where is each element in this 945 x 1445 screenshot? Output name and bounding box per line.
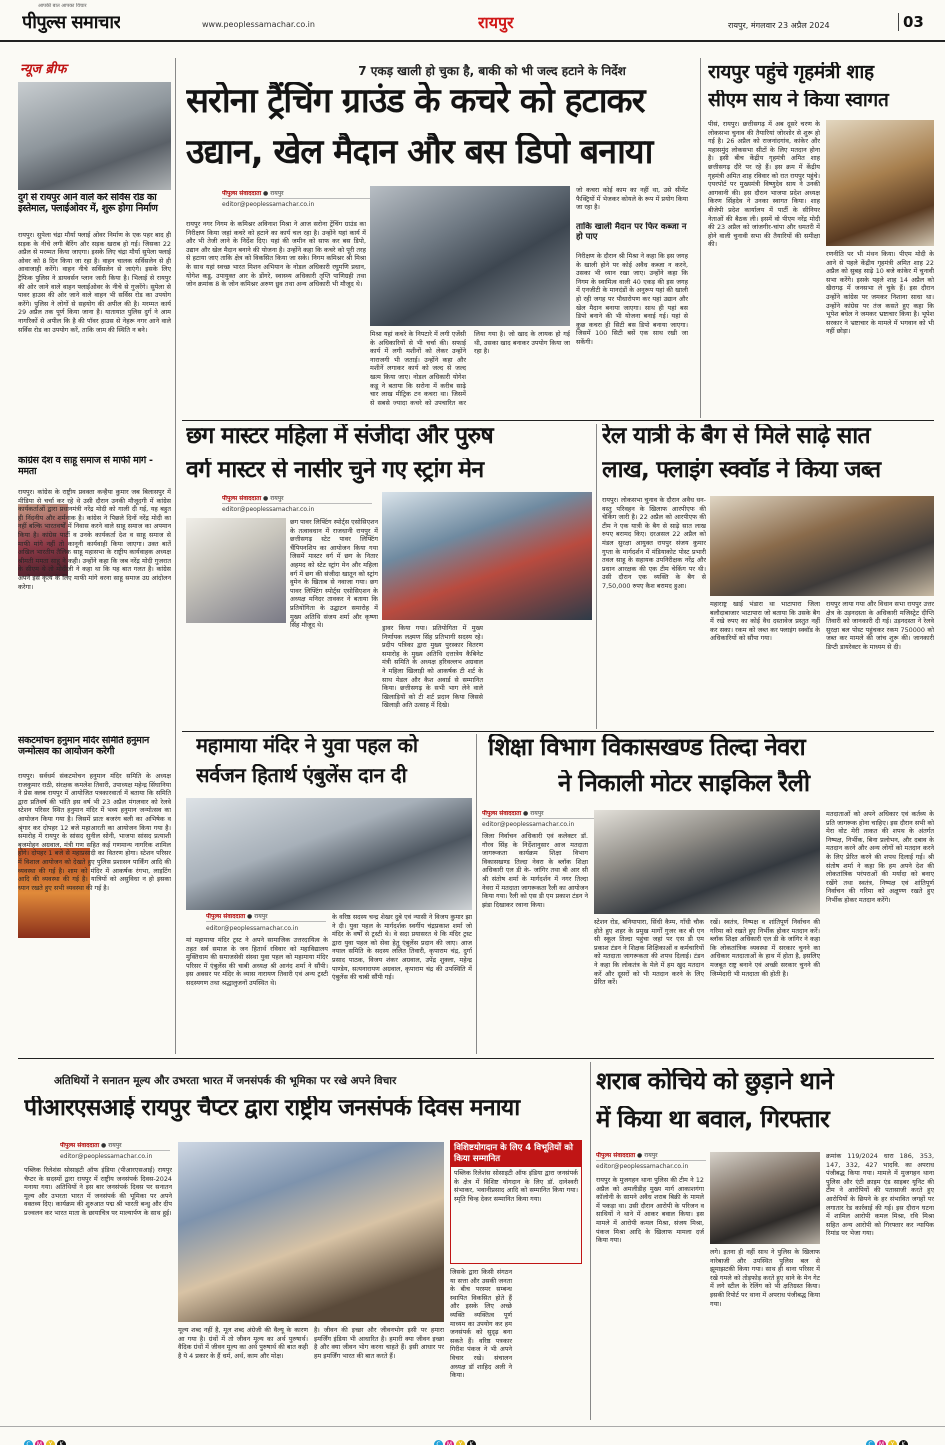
cmyk-c-dot: C <box>866 1440 875 1445</box>
chhag-col2: ड्रावर किया गया। प्रतियोगिता में मुख्य निर्णायक लक्ष्मण सिंह प्रतिभागी सदस्य रहे। प्रदीप पत्रिका द्वारा मुख्य पुरस्कार वितरण समारोह के मुख्य अतिथि दत्तात्रेय कैबिनेट मंत्री समिति के अध्यक्ष हरिवल्लभ अग्रवाल ने महिला खिलाड़ी को आकर्षक टी शर्ट के साथ मेडल और कैश अवार्ड से सम्मानित किया। छत्तीसगढ़ के सभी भाग लेने वाले खिलाड़ियों को टी शर्ट प्रदान किया जिससे खिलाड़ी अति उत्साह में दिखे। <box>382 624 483 710</box>
shah-photo <box>826 120 934 246</box>
shah-headline-1: रायपुर पहुंचे गृहमंत्री शाह <box>708 62 874 83</box>
cmyk-m-dot: M <box>877 1440 886 1445</box>
rally-photo <box>594 810 820 914</box>
lead-col3: जो कचरा कोई काम का नहीं था, उसे सीमेंट फैक्ट्रियों में भेजकर कोयले के रूप में प्रयोग किया जा रहा है। <box>576 186 688 212</box>
masthead-website[interactable]: www.peoplessamachar.co.in <box>202 20 315 29</box>
prsi-box <box>450 1140 582 1264</box>
rail-headline-2: लाख, फ्लाइंग स्क्वॉड ने किया जब्त <box>602 458 881 483</box>
masthead <box>0 0 945 42</box>
hrule-1 <box>182 420 934 421</box>
lead-headline-2: उद्यान, खेल मैदान और बस डिपो बनाया <box>186 133 653 172</box>
cmyk-c-dot: C <box>24 1440 33 1445</box>
prsi-photo <box>178 1142 444 1322</box>
cmyk-k-dot: K <box>899 1440 908 1445</box>
liquor-col2: लगे। इतना ही नहीं साथ ने पुलिस के खिलाफ नारेबाजी और उपस्थित पुलिस बल से झूमाझटकी किया गया। साथ ही थाना परिसर में रखे गमले को तोड़फोड़ करते हुए थाने के मेन गेट में लगे स्टील के रेलिंग को भी क्षतिग्रस्त किया। इसकी रिपोर्ट पर थाना में अपराध पंजीबद्ध किया गया। <box>710 1248 820 1308</box>
mahamaya-email[interactable]: editor@peoplessamachar.co.in <box>206 925 299 932</box>
brief2-body: रायपुर। कांग्रेस के राष्ट्रीय प्रवक्ता कन्हैया कुमार जब बिलासपुर में मीडिया से चर्चा कर रहे थे उसी दौरान उनकी मौजूदगी में कांग्रेस कार्यकर्ताओं द्वारा प्रधानमंत्री नरेंद्र मोदी को गाली दी गई, यह बहुत ही निंदनीय और शर्मनाक है। कांग्रेस ने पिछले दिनों नरेंद्र मोदी का नहीं बल्कि भारतवर्षों में निवास करने वाले साहू समाज का अपमान किया है। कांग्रेस पार्टी व उनके कार्यकर्ता देश व साहू समाज से माफी मांगे नहीं तो कानूनी कार्यवाही किया जाएगा। उक्त बातें अखिल भारतीय तैलिक साहू महासभा के राष्ट्रीय कार्यवाहक अध्यक्ष श्रीमती ममता साहू ने कही। उन्होंने कहा कि जब नरेंद्र मोदी गुजरात के सीएम थे तो मोदीजी ने कहा था कि यह बात गलत है। कांग्रेस अपने इस कृत्य के लिए माफी मांगे वरना साहू समाज उग्र आंदोलन करेगा। <box>18 488 171 591</box>
lead-email[interactable]: editor@peoplessamachar.co.in <box>222 201 315 208</box>
byline-city: रायपुर <box>270 495 284 502</box>
chhag-byline: पीपुल्स संवाददाता ● रायपुर <box>222 495 372 504</box>
cmyk-y-dot: Y <box>46 1440 55 1445</box>
cmyk-strip-left <box>24 1431 68 1445</box>
hrule-3 <box>18 1058 934 1059</box>
byline-city: रायपुर <box>644 1152 658 1159</box>
rally-col3: रखें। स्वतंत्र, निष्पक्ष व शांतिपूर्ण निर्वाचन की गरिमा को रखते हुए निर्भीक होकर मतदान करें। ब्लॉक शिक्षा अधिकारी एल डी के जांगिर ने कहा कि लोकतांत्रिक व्यवस्था में सरकार चुनने का अधिकार मतदाताओं के हाथ में होता है, इसलिए मजबूत राष्ट्र बनाने एवं अच्छी सरकार चुनने की जिम्मेदारी भी मतदाता की होती है। <box>710 918 820 978</box>
rail-headline-1: रेल यात्री के बैग से मिले साढ़े सात <box>602 424 870 449</box>
masthead-date: रायपुर, मंगलवार 23 अप्रैल 2024 <box>728 21 830 30</box>
chhag-email[interactable]: editor@peoplessamachar.co.in <box>222 506 315 513</box>
prsi-col4: जिसके द्वारा किसी संगठन या सत्ता और उसकी जनता के बीच परस्पर सम्बन्ध स्थापित विकसित होते हैं और इसके लिए अच्छे व्यक्ति व्यक्तित्व पूर्ण माध्यम का उपयोग कर हम जनसंपर्क को सुदृढ़ बना सकते हैं। वरिष्ठ पत्रकार गिरीश पंकज ने भी अपने विचार रखे। संचालन अध्यक्ष डॉ शाहिद अली ने किया। <box>450 1268 512 1380</box>
prsi-box-title: विशिष्टयोगदान के लिए 4 विभूतियों को किया सम्मानित <box>451 1141 581 1167</box>
prsi-col2: मूल्य शब्द नहीं है, मूल शब्द अंग्रेजी की वैल्यू के कारण आ गया है। ग्रंथों में तो जीवन मूल्य का अर्थ पुरुषार्थ। वैदिक ग्रंथों में जीवन मूल्य का अर्थ पुरुषार्थ की बात कही है ये 4 प्रकार के हैं धर्म, अर्थ, काम और मोक्ष। <box>178 1326 308 1360</box>
byline-prefix: पीपुल्स संवाददाता <box>596 1152 636 1159</box>
brief2-headline: कांग्रेस देश व साहू समाज से माफी मांगे - ममता <box>18 456 153 477</box>
rail-col3: रायपुर लाया गया और विधान सभा रायपुर उत्तर क्षेत्र के उड़नदस्ता के अधिकारी मजिस्ट्रेट दीप्ति तिवारी को जानकारी दी गई। उड़नदस्ता ने रेलवे सुरक्षा बल पोस्ट पहुंचकर रकम 750000 को जब्त कर मामले की जांच शुरू की। जानकारी डिप्टी डायरेक्टर के माध्यम से दी। <box>826 600 934 651</box>
prsi-divider <box>590 1062 591 1420</box>
masthead-tagline: आपकी बात आपका विचार <box>38 3 87 9</box>
liquor-email[interactable]: editor@peoplessamachar.co.in <box>596 1163 689 1170</box>
mahamaya-divider <box>476 734 477 1054</box>
cmyk-m-dot: M <box>445 1440 454 1445</box>
byline-prefix: पीपुल्स संवाददाता <box>60 1142 100 1149</box>
prsi-byline: पीपुल्स संवाददाता ● रायपुर <box>60 1142 170 1151</box>
rail-col2: महाराष्ट्र खाई भंडारा था भाटापारा जिला बलौदाबाजार भाटापारा जो बताया कि उसके बैग में रखे रुपए का कोई वैध दस्तावेज प्रस्तुत नहीं कर सका। रकम को जब्त कर फ्लाइंग स्क्वॉड के अधिकारियों को सौंपा गया। <box>710 600 820 643</box>
footer-bar <box>0 1426 945 1445</box>
liquor-col3: क्रमांक 119/2024 धारा 186, 353, 147, 332, 427 भादवि. का अपराध पंजीबद्ध किया गया। मामले में मुजगहन थाना पुलिस और एंटी क्राइम एंड साइबर यूनिट की टीम ने आरोपियों की पतासाजी करते हुए आरोपियों के छिपने के हर संभावित जगहों पर लगातार रेड कार्रवाई की गई। इस दौरान घटना में शामिल आरोपी कमल मिश्रा, रवि मिश्रा सहित अन्य आरोपी को गिरफ्तार कर न्यायिक रिमांड पर भेजा गया। <box>826 1152 934 1238</box>
prsi-box-body: पब्लिक रिलेशंस सोसाइटी ऑफ इंडिया द्वारा जनसंपर्क के क्षेत्र में विशिष्ट योगदान के लिए डॉ. दानेश्वरी संभाकर, भवानीप्रसाद आदि को सम्मानित किया गया। स्मृति चिन्ह देकर सम्मानित किया गया। <box>454 1169 578 1203</box>
mahamaya-col1: मां महामाया मंदिर ट्रस्ट ने अपने सामाजिक उत्तरदायित्व के तहत सर्व समाज के जन हितार्थ रविवार को महाविद्यालय मुक्तिधाम की समाजसेवी संस्था युवा पहल को महामाया मंदिर परिसर में एंबुलेंस की चाबी अध्यक्ष श्री आनंद शर्मा ने सौंपी। इस अवसर पर मंदिर के व्यास नारायण तिवारी एवं अन्य ट्रस्टी सदस्यगण तथा श्रद्धालुजनों उपस्थित थे। <box>186 936 328 987</box>
chhag-photo-1 <box>186 518 286 623</box>
liquor-headline-2: में किया था बवाल, गिरफ्तार <box>596 1106 830 1133</box>
lead-col3b: निरीक्षण के दौरान श्री मिश्रा ने कहा कि इस जगह के खाली होने पर कोई अवैध कब्जा न करने, उसका भी ध्यान रखा जाए। उन्होंने कहा कि निगम के स्वामित्व वाली 40 एकड़ की इस जगह में एनजीटी के मानदंडों के अनुरूप यहां की खाली हो रही जगह पर पौधारोपण कर यहां उद्यान और खेल मैदान बनाया जाएगा। साथ ही यहां बस डिपो बनाने की भी योजना बनाई गई। यहां से कुछ कचरा ही सिटी बस डिपो बनाया जाएगा। जिसमें 100 सिटी बसें एक साथ रखी जा सकेंगी। <box>576 252 688 346</box>
mahamaya-headline-2: सर्वजन हितार्थ एंबुलेंस दान दी <box>196 764 407 787</box>
byline-city: रायपुर <box>270 190 284 197</box>
rally-col2: स्टेशन रोड, बनियापारा, सिंधी कैम्प, गाँधी चौक होते हुए शहर के प्रमुख मार्गों गुजर कर बी एन सी स्कूल तिल्दा पहुंचा जहां पर एस डी एम प्रकाश टंडन ने शिक्षक शिक्षिकाओं व कर्मचारियों को मतदाता जागरूकता की शपथ दिलाई। टंडन ने कहा कि लोकतंत्र के मेले में हम खुद मतदान करें और दूसरों को भी मतदान करने के लिए प्रेरित करें। <box>594 918 704 987</box>
rally-email[interactable]: editor@peoplessamachar.co.in <box>482 821 575 828</box>
chhag-headline-2: वर्ग मास्टर से नासीर चुने गए स्ट्रांग मेन <box>186 458 484 483</box>
lead-subhead: ताकि खाली मैदान पर फिर कब्जा न हो पाए <box>576 222 687 242</box>
byline-prefix: पीपुल्स संवाददाता <box>206 913 246 920</box>
rail-col1: रायपुर। लोकसभा चुनाव के दौरान अवैध धन-वस्तु परिवहन के खिलाफ आरपीएफ की चेकिंग जारी है। 22 अप्रैल को आरपीएफ की टीम ने एक यात्री के बैग से साढ़े सात लाख रुपए बरामद किए। दरअसल 22 अप्रैल को मंडल सुरक्षा आयुक्त रायपुर संजय कुमार गुप्ता के मार्गदर्शन में मंडियाकोट पोस्ट प्रभारी तवल साहू के सहायक उपनिरीक्षक नरेंद्र और प्रधान आरक्षक की एक टीम चेकिंग पर थी। उसी दौरान एक व्यक्ति के बैग से 7,50,000 रुपए कैश बरामद हुआ। <box>602 496 706 590</box>
masthead-city: रायपुर <box>478 13 514 32</box>
rally-headline-2: ने निकाली मोटर साइकिल रैली <box>558 770 810 797</box>
byline-city: रायपुर <box>254 913 268 920</box>
lead-col1: रायपुर नगर निगम के कमिश्नर अविनाश मिश्रा ने आज सरोना ट्रेंचिंग ग्राउंड का निरीक्षण किया जहां कचरे को हटाने का कार्य चल रहा है। उन्होंने यहां कार्य में और भी तेजी लाने के निर्देश दिए। यहां की जमीन को साफ कर बस डिपो, उद्यान और खेल मैदान बनाने की योजना है। उन्होंने कहा कि कचरे को पूरी तरह से हटाया जाए ताकि क्षेत्र को विकसित किया जा सके। निगम कमिश्नर श्री मिश्रा के साथ यहां स्वच्छ भारत मिशन अभियान के नोडल अधिकारी रघुमणि प्रधान, योगेश कडू, उपायुक्त आर के डोंगरे, स्वास्थ्य अधिकारी तृप्ति पाणिग्रही तथा जोन क्रमांक 8 के जोन कमिश्नर अरुण ध्रुव तथा अन्य अधिकारी भी मौजूद थे। <box>186 220 366 289</box>
liquor-photo <box>710 1152 820 1244</box>
lead-photo <box>370 186 570 326</box>
chhag-col1: छग पावर लिफ्टिंग स्पोर्ट्स एसोसिएशन के तत्वावधान में राजधानी रायपुर में छत्तीसगढ़ स्टेट पावर लिफ्टिंग चैंपियनशिप का आयोजन किया गया जिसमें मास्टर वर्ग में छग के नितार अहमद को स्टेट स्ट्रांग मेन और महिला वर्ग में छग की संजीदा खातून को स्ट्रांग वुमेन के खिताब से नवाजा गया। छग पावर लिफ्टिंग स्पोर्ट्स एसोसिएशन के अध्यक्ष मनिदर तावकर ने बताया कि प्रतियोगिता के उद्घाटन समारोह में मुख्य अतिथि संजय शर्मा और कृष्णा सिंह मौजूद थे। <box>290 518 378 630</box>
cmyk-y-dot: Y <box>888 1440 897 1445</box>
cmyk-m-dot: M <box>35 1440 44 1445</box>
rail-photo <box>710 496 934 596</box>
mahamaya-photo <box>186 798 472 910</box>
cmyk-k-dot: K <box>57 1440 66 1445</box>
rally-col1: जिला निर्वाचन अधिकारी एवं कलेक्टर डॉ. गौरव सिंह के निर्देशानुसार आज मतदाता जागरूकता कार्यक्रम शिक्षा विभाग विकासखण्ड तिल्दा नेवरा के ब्लॉक शिक्षा अधिकारी एल डी के- जांगिर तथा बी आर सी श्री संतोष शर्मा के मार्गदर्शन में नगर तिल्दा नेवरा में मतदाता जागरूकता रैली का आयोजन किया गया। रैली को एस डी एम प्रकाश टंडन ने झंडा दिखाकर रवाना किया। <box>482 832 588 909</box>
cmyk-y-dot: Y <box>456 1440 465 1445</box>
liquor-byline: पीपुल्स संवाददाता ● रायपुर <box>596 1152 706 1161</box>
brief1-headline: दुर्ग से रायपुर आने वाले करें सर्विस रोड का इस्तेमाल, फ्लाईओवर में, शुरू होगा निर्माण <box>18 193 158 214</box>
shah-headline-2: सीएम साय ने किया स्वागत <box>708 90 889 111</box>
prsi-col1: पब्लिक रिलेशंस सोसाइटी ऑफ इंडिया (पीआरएसआई) रायपुर चैप्टर के सदस्यों द्वारा रायपुर में राष्ट्रीय जनसंपर्क दिवस-2024 मनाया गया। अतिथियों ने इस बार जनसंपर्क दिवस पर सनातन मूल्य और उभरता भारत में जनसंपर्क की भूमिका पर अपने वक्तव्य दिए। कार्यक्रम की शुरुआत पद्म श्री भारती बन्धु और दीप प्रज्वलन कर भारत माता के छायाचित्र पर माल्यार्पण के साथ हुई। <box>24 1166 172 1217</box>
prsi-kicker: अतिथियों ने सनातन मूल्य और उभरता भारत में जनसंपर्क की भूमिका पर रखे अपने विचार <box>54 1075 397 1087</box>
brief-divider <box>175 58 176 1054</box>
brief1-photo <box>18 82 171 190</box>
byline-prefix: पीपुल्स संवाददाता <box>222 495 262 502</box>
byline-prefix: पीपुल्स संवाददाता <box>482 810 522 817</box>
mahamaya-col2: के वरिष्ठ सदस्य चन्द्र शेखर दुबे एवं न्यासी ने विजय कुमार झा ने दी। युवा पहल के मार्गदर्शक स्वर्गीय चंद्रप्रकाश शर्मा जो मंदिर के वर्षों से ट्रस्टी थे। वे सदा प्रयासरत थे कि मंदिर ट्रस्ट द्वारा युवा पहल को सेवा हेतु एंबुलेंस प्रदान की जाए। आज नयाल समिति के सदस्य ललित तिवारी, कृपाराम चंद्र, दुर्गा प्रसाद पाठक, विजय शंकर अग्रवाल, उपेंद्र शुक्ला, महेन्द्र पाण्डेय, सत्यनारायण अग्रवाल, कृपाराम चंद्र की उपस्थिति में एंबुलेंस की चाबी सौंपी गई। <box>332 913 472 982</box>
liquor-col1: रायपुर के मुजगहन थाना पुलिस की टीम ने 12 अप्रैल को अमलीडीह मुख्य मार्ग आकाशगंगा कॉलोनी के सामने अवैध शराब बिक्री के मामले में पकड़ा था। उसी दौरान आरोपी के परिजन व साथियों ने थाने में आकर बवाल किया। इस मामले में आरोपी कमल मिश्रा, संजय मिश्रा, पंकज मिश्रा आदि के खिलाफ मामला दर्ज किया गया। <box>596 1176 704 1245</box>
brief1-body: रायपुर। सुपेला चंद्रा मौर्या फ्लाई ओवर निर्माण के एक पहर बाद ही सड़क के नीचे लगी बैरिंग और सड़क खराब हो गई। जिसका 22 अप्रैल से मरम्मत किया जाएगा। इसके लिए चंद्रा मौर्या सुपेला फ्लाई ओवर को 8 दिन किया जा रहा है। वाहन चालक सर्विसलेन से ही आवाजाही करेंगे। वाहन नीचे सर्विसलेन से जाएंगे। इसके लिए ट्रैफिक पुलिस ने डायवर्सन प्लान जारी किया है। भिलाई से रायपुर की ओर जाने वाले वाहन फ्लाईओवर के नीचे से गुजरेंगे। सुपेला से पावर हाउस की ओर जाने वाले वाहन भी सर्विस रोड का उपयोग करेंगे। पुलिस ने लोगों से सहयोग की अपील की है। मरम्मत कार्य 29 अप्रैल तक पूर्ण किया जाना है। यातायात पुलिस दुर्ग ने आम नागरिकों से अपील कि है की पॉवर हाउस से नेहरू नगर आने वाले सर्विस रोड का उपयोग करें, ताकि जाम की स्थिति न बने। <box>18 231 171 334</box>
cmyk-c-dot: C <box>434 1440 443 1445</box>
lead-col2: मिश्रा यहां कचरे के निपटारे में लगी एजेंसी के अधिकारियों से भी चर्चा की। सफाई कार्य में लगी मशीनों को लेकर उन्होंने नाराजगी भी जताई। उन्होंने कहा और मशीनें लगाकर कार्य को जल्द से जल्द खत्म किया जाए। नोडल अधिकारी योगेश कडू ने बताया कि सरोना में करीब साढ़े चार लाख मीट्रिक टन कचरा था। जिसमें से सबसे ज्यादा कचरे को उपचारित कर लिया गया है। जो खाद के लायक हो गई थी, उसका खाद बनाकर उपयोग किया जा रहा है। <box>370 330 570 407</box>
mahamaya-headline-1: महामाया मंदिर ने युवा पहल को <box>196 734 418 757</box>
byline-prefix: पीपुल्स संवाददाता <box>222 190 262 197</box>
byline-city: रायपुर <box>530 810 544 817</box>
rally-byline: पीपुल्स संवाददाता ● रायपुर <box>482 810 602 819</box>
brief3-headline: संकटमोचन हनुमान मंदिर समिति हनुमान जन्मोत्सव का आयोजन करेगी <box>18 736 149 757</box>
hrule-2 <box>182 731 934 732</box>
cmyk-strip-center <box>434 1431 478 1445</box>
rally-headline-1: शिक्षा विभाग विकासखण्ड तिल्दा नेवरा <box>488 734 806 761</box>
lead-kicker: 7 एकड़ खाली हो चुका है, बाकी को भी जल्द हटाने के निर्देश <box>358 64 626 78</box>
rally-col4: मतदाताओं को अपने अधिकार एवं कर्तव्य के प्रति जागरूक होना चाहिए। इस दौरान सभी को मेरा वोट मेरी ताकत की शपथ के अंतर्गत निष्पक्ष, निर्भीक, बिना प्रलोभन, और दबाव के मतदान करने और अन्य लोगों को मतदान करने के लिए प्रेरित करने की शपथ दिलाई गई। श्री संतोष शर्मा ने कहा कि हम अपने देश की लोकतांत्रिक परंपराओं की मर्यादा को बनाए रखेंगे तथा स्वतंत्र, निष्पक्ष एवं शांतिपूर्ण निर्वाचन की गरिमा को अक्षुण्ण रखते हुए निर्भीक होकर मतदान करेंगे। <box>826 810 934 904</box>
lead-divider <box>700 58 701 418</box>
prsi-headline: पीआरएसआई रायपुर चैप्टर द्वारा राष्ट्रीय जनसंपर्क दिवस मनाया <box>24 1096 520 1121</box>
mahamaya-byline: पीपुल्स संवाददाता ● रायपुर <box>206 913 326 922</box>
byline-city: रायपुर <box>108 1142 122 1149</box>
liquor-headline-1: शराब कोचिये को छुड़ाने थाने <box>596 1068 834 1095</box>
lead-headline-1: सरोना ट्रैंचिंग ग्राउंड के कचरे को हटाकर <box>186 82 645 121</box>
chhag-divider <box>596 424 597 729</box>
prsi-col3: है। जीवन की इच्छा और जीवनभोग इसी पर हमारा इमर्जिंग इंडिया भी आधारित है। हमारी क्या जीवन इच्छा है और क्या जीवन भोग करना चाहते हैं। इसी आधार पर हम इमर्जिंग भारत की बात करते हैं। <box>314 1326 444 1360</box>
page-number: 03 <box>898 13 924 31</box>
news-brief-label: न्यूज ब्रीफ <box>20 62 67 77</box>
masthead-logo: पीपुल्स समाचार <box>22 12 121 33</box>
shah-col2: रणनीति पर भी मंथन किया। पीएम मोदी के आने से पहले केंद्रीय गृहमंत्री अमित शाह 22 अप्रैल को सुबह साढ़े 10 बजे कांकेर में चुनावी सभा करेंगे। इसके पहले शाह 14 अप्रैल को खैरागढ़ में जनसभा ले चुके हैं। इस दौरान उन्होंने कांग्रेस पर जमकर निशाना साधा था। उन्होंने कांग्रेस पर तंज कसते हुए कहा कि भूपेश बघेल ने जमकर भ्रष्टाचार किया है। भूपेश सरकार ने भ्रष्टाचार के मामले में भगवान को भी नहीं छोड़ा। <box>826 250 934 336</box>
chhag-headline-1: छग मास्टर महिला में संजीदा और पुरुष <box>186 424 493 449</box>
chhag-photo-2 <box>382 492 592 620</box>
lead-byline: पीपुल्स संवाददाता ● रायपुर <box>222 190 372 199</box>
prsi-email[interactable]: editor@peoplessamachar.co.in <box>60 1153 153 1160</box>
brief3-body: रायपुर। सर्वधर्म संकटमोचन हनुमान मंदिर समिति के अध्यक्ष राजकुमार राठी, संरक्षक कमलेश तिवारी, उपाध्यक्ष महेन्द्र सिंघानिया ने प्रेस क्लब रायपुर में आयोजित पत्रकारवार्ता में बताया कि समिति द्वारा प्रतिवर्ष की भांति इस वर्ष भी 23 अप्रैल मंगलवार को रेलवे स्टेशन परिसर स्थित हनुमान मंदिर में भव्य हनुमान जन्मोत्सव का आयोजन किया गया है। जिसमें प्रातः बजरंग बली का अभिषेक व श्रृंगार कर दोपहर 12 बजे महाआरती का आयोजन किया गया है। समारोह में रायपुर के सांसद सुनील सोनी, भाजपा सांसद प्रत्याशी बृजमोहन अग्रवाल, मंत्री गण सहित कई गणमान्य नागरिक शामिल होंगे। दोपहर 1 बजे से महाप्रसादी का वितरण होगा। स्टेशन परिसर में विशाल आयोजन को देखते हुए पुलिस प्रशासन पार्किंग आदि की व्यवस्था की गई है। शाम को मंदिर में आकर्षक रंगभा, लाइटिंग आदि की व्यवस्था की गई है। यात्रियों को असुविधा न हो इसका ध्यान रखते हुए सभी व्यवस्था की गई है। <box>18 772 171 892</box>
cmyk-strip-right <box>866 1431 910 1445</box>
shah-col1: पीसं, रायपुर। छत्तीसगढ़ में अब दूसरे चरण के लोकसभा चुनाव की तैयारियां जोरशोर से शुरू हो गई है। 26 अप्रैल को राजनांदगांव, कांकेर और महासमुंद लोकसभा सीटों के लिए मतदान होना है। इसी बीच केंद्रीय गृहमंत्री अमित शाह छत्तीसगढ़ दौरे पर रहे हैं। इस क्रम में केंद्रीय गृहमंत्री अमित शाह रविवार को रात रायपुर पहुंचे। एयरपोर्ट पर मुख्यमंत्री विष्णुदेव साय ने उनकी आगवानी की। इस दौरान भाजपा प्रदेश अध्यक्ष किरण सिंहदेव ने उनका स्वागत किया। शाह बीजेपी प्रदेश कार्यालय में पार्टी के सीनियर नेताओं की बैठक ली। इसमें वो पीएम नरेंद्र मोदी की 23 अप्रैल को जांजगीर-चांपा और धमतरी में होने वाली चुनावी सभा की तैयारियों की समीक्षा की। <box>708 120 820 249</box>
cmyk-k-dot: K <box>467 1440 476 1445</box>
